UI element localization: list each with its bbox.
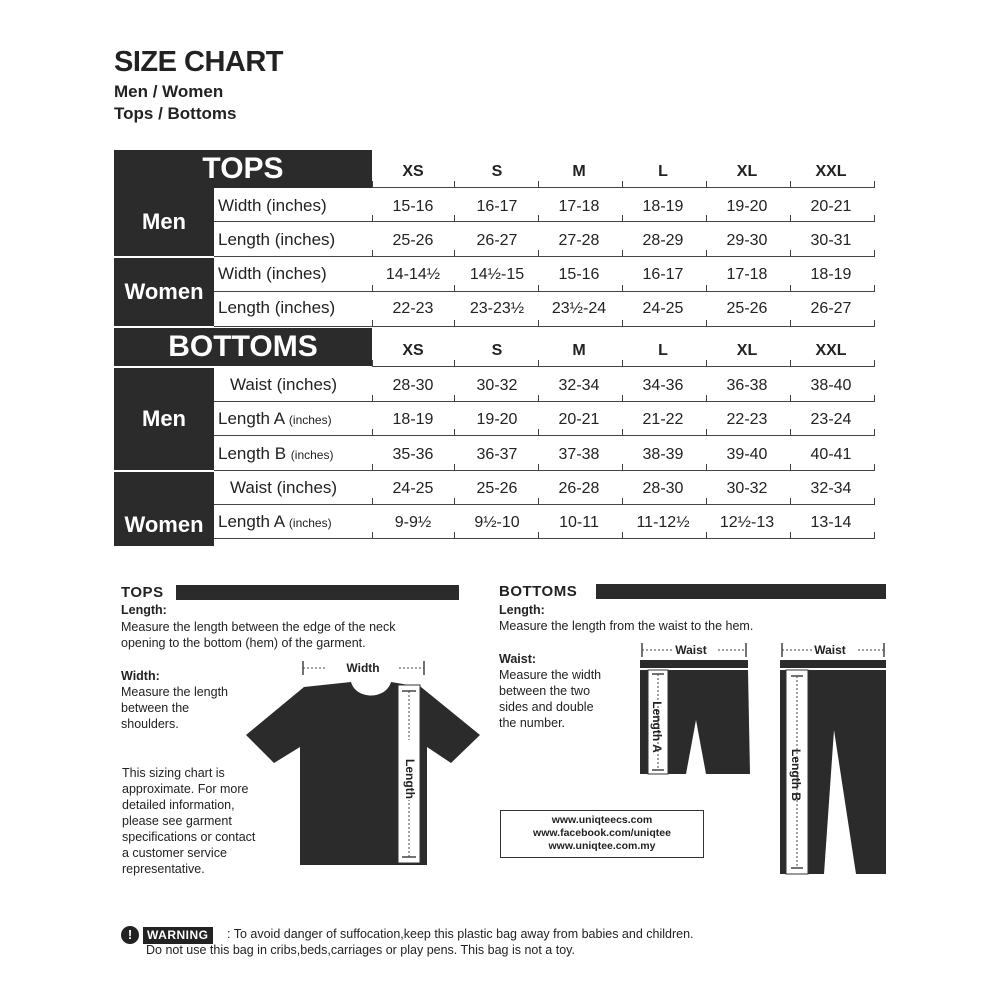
tops-men-width-m: 17-18: [558, 198, 600, 215]
tops-width-text-1: Measure the length: [121, 685, 229, 699]
bottoms-men-length-b-xxl: 40-41: [810, 446, 852, 463]
table-tick: [538, 429, 539, 436]
tops-men-length-s: 26-27: [476, 232, 518, 249]
bottoms-women-length-a-unit: (inches): [288, 516, 332, 530]
tops-width-text-2: between the: [121, 701, 190, 715]
warning-badge: WARNING: [143, 927, 213, 944]
bottoms-men-length-a-xxl: 23-24: [810, 411, 852, 428]
table-tick: [790, 285, 791, 292]
table-tick: [372, 181, 373, 188]
bottoms-men-length-a-m: 20-21: [558, 411, 600, 428]
tops-women-width-s: 14½-15: [469, 266, 525, 283]
table-tick: [454, 395, 455, 402]
bottoms-women-length-a-s: 9½-10: [474, 514, 520, 531]
tops-width-heading: Width:: [121, 669, 160, 683]
table-tick: [372, 250, 373, 257]
bottoms-waist-text-3: sides and double: [499, 700, 594, 714]
table-tick: [538, 395, 539, 402]
table-tick: [706, 215, 707, 222]
pants-length-label: Length B: [789, 749, 803, 801]
table-tick: [874, 395, 875, 402]
tops-size-header-s: S: [491, 163, 503, 180]
tops-women-width-xs: 14-14½: [385, 266, 441, 283]
bottoms-size-header-m: M: [572, 342, 586, 359]
table-tick: [706, 250, 707, 257]
table-tick: [372, 285, 373, 292]
tops-men-length-xxl: 30-31: [810, 232, 852, 249]
tops-width-text-3: shoulders.: [121, 717, 179, 731]
table-tick: [622, 429, 623, 436]
table-tick: [372, 320, 373, 327]
tops-women-width-label: Width (inches): [218, 264, 327, 283]
table-tick: [372, 429, 373, 436]
website-link-3[interactable]: www.uniqtee.com.my: [548, 840, 656, 852]
bottoms-size-header-xxl: XXL: [815, 342, 847, 359]
table-tick: [454, 320, 455, 327]
bottoms-men-length-b-l: 38-39: [642, 446, 684, 463]
table-tick: [790, 250, 791, 257]
table-tick: [538, 250, 539, 257]
bottoms-men-length-a-xl: 22-23: [726, 411, 768, 428]
table-tick: [622, 360, 623, 367]
size-table: [114, 150, 874, 546]
tops-size-header-xl: XL: [736, 163, 758, 180]
bottoms-waist-text-4: the number.: [499, 716, 566, 730]
bottoms-women-length-a-xl: 12½-13: [719, 514, 775, 531]
warning-line-1: : To avoid danger of suffocation,keep this plastic bag away from babies and children.: [227, 927, 694, 941]
table-tick: [372, 532, 373, 539]
table-tick: [874, 320, 875, 327]
tops-men-length-m: 27-28: [558, 232, 600, 249]
tops-women-length-l: 24-25: [642, 300, 684, 317]
bottoms-women-length-a-text: Length A: [218, 512, 285, 531]
disclaimer-line-7: representative.: [122, 862, 205, 876]
table-tick: [790, 320, 791, 327]
tops-women-width-xxl: 18-19: [810, 266, 852, 283]
table-tick: [790, 498, 791, 505]
subtitle-gender: Men / Women: [114, 82, 224, 101]
bottoms-men-length-b-xs: 35-36: [392, 446, 434, 463]
bottoms-waist-heading: Waist:: [499, 652, 537, 666]
table-tick: [706, 395, 707, 402]
table-tick: [706, 360, 707, 367]
warning-line-2: Do not use this bag in cribs,beds,carriages or play pens. This bag is not a toy.: [146, 943, 575, 957]
table-tick: [372, 360, 373, 367]
tops-guide-heading: TOPS: [121, 584, 164, 601]
bottoms-size-header-s: S: [491, 342, 503, 359]
bottoms-size-header-xs: XS: [402, 342, 424, 359]
table-tick: [790, 429, 791, 436]
warning-icon: !: [121, 926, 139, 944]
table-tick: [538, 360, 539, 367]
table-tick: [622, 181, 623, 188]
disclaimer-line-3: detailed information,: [122, 798, 235, 812]
table-tick: [706, 532, 707, 539]
tops-men-length-l: 28-29: [642, 232, 684, 249]
table-tick: [790, 215, 791, 222]
tops-women-length-xs: 22-23: [392, 300, 434, 317]
tops-women-length-s: 23-23½: [469, 300, 525, 317]
tops-men-length-label: Length (inches): [218, 230, 336, 249]
table-tick: [454, 360, 455, 367]
table-tick: [372, 498, 373, 505]
bottoms-men-group-label: Men: [114, 368, 214, 470]
tops-men-group-label: Men: [114, 188, 214, 256]
table-tick: [538, 215, 539, 222]
table-tick: [538, 285, 539, 292]
bottoms-men-length-a-xs: 18-19: [392, 411, 434, 428]
tops-women-length-m: 23½-24: [551, 300, 607, 317]
table-tick: [874, 429, 875, 436]
table-tick: [372, 464, 373, 471]
tops-women-length-xl: 25-26: [726, 300, 768, 317]
shorts-length-label: Length A: [650, 701, 664, 753]
tops-women-width-xl: 17-18: [726, 266, 768, 283]
tops-men-width-l: 18-19: [642, 198, 684, 215]
table-tick: [454, 250, 455, 257]
bottoms-guide-bar: [596, 584, 886, 599]
table-tick: [874, 498, 875, 505]
subtitle-category: Tops / Bottoms: [114, 104, 237, 123]
tops-men-length-xs: 25-26: [392, 232, 434, 249]
table-tick: [454, 429, 455, 436]
bottoms-men-length-a-label: [218, 409, 370, 429]
table-tick: [706, 320, 707, 327]
tops-men-width-xs: 15-16: [392, 198, 434, 215]
bottoms-women-length-a-xs: 9-9½: [394, 514, 432, 531]
table-tick: [790, 532, 791, 539]
tops-men-width-xl: 19-20: [726, 198, 768, 215]
table-tick: [790, 181, 791, 188]
bottoms-men-length-b-text: Length B: [218, 444, 287, 463]
bottoms-men-waist-label: Waist (inches): [230, 375, 338, 394]
bottoms-men-length-b-xl: 39-40: [726, 446, 768, 463]
tops-men-width-s: 16-17: [476, 198, 518, 215]
table-tick: [454, 285, 455, 292]
bottoms-men-length-b-s: 36-37: [476, 446, 518, 463]
tops-length-text-1: Measure the length between the edge of the neck: [121, 620, 396, 634]
bottoms-men-waist-l: 34-36: [642, 377, 684, 394]
shirt-width-label: Width: [346, 661, 380, 675]
bottoms-men-length-b-m: 37-38: [558, 446, 600, 463]
table-tick: [538, 181, 539, 188]
bottoms-men-length-a-l: 21-22: [642, 411, 684, 428]
table-tick: [372, 215, 373, 222]
tops-women-group-label: Women: [114, 258, 214, 326]
tops-guide-bar: [176, 585, 459, 600]
bottoms-women-waist-xs: 24-25: [392, 480, 434, 497]
table-tick: [538, 464, 539, 471]
page-title: SIZE CHART: [114, 46, 283, 78]
bottoms-women-waist-s: 25-26: [476, 480, 518, 497]
tops-size-header-xxl: XXL: [815, 163, 847, 180]
table-tick: [622, 464, 623, 471]
table-tick: [622, 532, 623, 539]
table-tick: [622, 320, 623, 327]
bottoms-section-title: BOTTOMS: [114, 328, 372, 366]
bottoms-women-length-a-xxl: 13-14: [810, 514, 852, 531]
table-tick: [538, 532, 539, 539]
tops-section-title: TOPS: [114, 150, 372, 188]
table-tick: [706, 429, 707, 436]
disclaimer-line-6: a customer service: [122, 846, 227, 860]
bottoms-women-length-a-l: 11-12½: [636, 514, 690, 531]
tops-length-text-2: opening to the bottom (hem) of the garment.: [121, 636, 366, 650]
bottoms-size-header-xl: XL: [736, 342, 758, 359]
tops-women-width-l: 16-17: [642, 266, 684, 283]
table-tick: [622, 215, 623, 222]
table-tick: [874, 181, 875, 188]
table-tick: [622, 498, 623, 505]
table-tick: [454, 464, 455, 471]
bottoms-guide-heading: BOTTOMS: [499, 583, 578, 600]
bottoms-men-length-a-text: Length A: [218, 409, 285, 428]
tops-women-length-xxl: 26-27: [810, 300, 852, 317]
tops-men-width-label: Width (inches): [218, 196, 327, 215]
disclaimer-line-1: This sizing chart is: [122, 766, 225, 780]
bottoms-length-heading: Length:: [499, 603, 545, 617]
bottoms-men-waist-xl: 36-38: [726, 377, 768, 394]
tops-men-width-xxl: 20-21: [810, 198, 852, 215]
table-tick: [706, 181, 707, 188]
bottoms-women-group-label: Women: [114, 472, 214, 546]
tops-size-header-m: M: [572, 163, 586, 180]
shorts-waist-label: Waist: [675, 643, 707, 657]
bottoms-men-waist-xs: 28-30: [392, 377, 434, 394]
tops-length-heading: Length:: [121, 603, 167, 617]
shirt-length-label: Length: [403, 759, 417, 799]
table-tick: [790, 395, 791, 402]
website-link-2[interactable]: www.facebook.com/uniqtee: [533, 827, 671, 839]
bottoms-women-waist-xxl: 32-34: [810, 480, 852, 497]
bottoms-women-length-a-m: 10-11: [559, 514, 599, 531]
bottoms-men-length-b-label: [218, 444, 370, 464]
table-tick: [538, 320, 539, 327]
table-tick: [372, 395, 373, 402]
bottoms-length-text: Measure the length from the waist to the hem.: [499, 619, 754, 633]
tshirt-illustration: [246, 655, 482, 870]
table-tick: [874, 360, 875, 367]
tops-size-header-l: L: [658, 163, 668, 180]
table-tick: [622, 285, 623, 292]
tops-size-header-xs: XS: [402, 163, 424, 180]
table-tick: [454, 181, 455, 188]
bottoms-waist-text-2: between the two: [499, 684, 591, 698]
bottoms-women-length-a-label: [218, 512, 370, 532]
bottoms-men-waist-s: 30-32: [476, 377, 518, 394]
bottoms-men-waist-xxl: 38-40: [810, 377, 852, 394]
tops-women-width-m: 15-16: [558, 266, 600, 283]
bottoms-women-waist-m: 26-28: [558, 480, 600, 497]
disclaimer-line-5: specifications or contact: [122, 830, 256, 844]
website-box: [500, 810, 704, 858]
table-tick: [874, 285, 875, 292]
bottoms-men-waist-m: 32-34: [558, 377, 600, 394]
table-tick: [874, 215, 875, 222]
table-tick: [874, 464, 875, 471]
bottoms-waist-text-1: Measure the width: [499, 668, 602, 682]
table-tick: [622, 395, 623, 402]
bottoms-women-waist-label: Waist (inches): [230, 478, 338, 497]
disclaimer-line-2: approximate. For more: [122, 782, 249, 796]
website-link-1[interactable]: www.uniqteecs.com: [551, 814, 653, 826]
pants-waist-label: Waist: [814, 643, 846, 657]
table-tick: [790, 360, 791, 367]
table-tick: [706, 464, 707, 471]
table-tick: [790, 464, 791, 471]
table-tick: [874, 532, 875, 539]
tops-women-length-label: Length (inches): [218, 298, 336, 317]
tops-men-length-xl: 29-30: [726, 232, 768, 249]
bottoms-women-waist-l: 28-30: [642, 480, 684, 497]
bottoms-men-length-a-unit: (inches): [288, 413, 332, 427]
table-tick: [454, 532, 455, 539]
table-tick: [706, 285, 707, 292]
bottoms-size-header-l: L: [658, 342, 668, 359]
bottoms-women-waist-xl: 30-32: [726, 480, 768, 497]
table-tick: [454, 215, 455, 222]
bottoms-men-length-a-s: 19-20: [476, 411, 518, 428]
bottoms-men-length-b-unit: (inches): [290, 448, 334, 462]
table-tick: [706, 498, 707, 505]
table-tick: [874, 250, 875, 257]
disclaimer-line-4: please see garment: [122, 814, 232, 828]
table-tick: [454, 498, 455, 505]
table-tick: [622, 250, 623, 257]
table-tick: [538, 498, 539, 505]
